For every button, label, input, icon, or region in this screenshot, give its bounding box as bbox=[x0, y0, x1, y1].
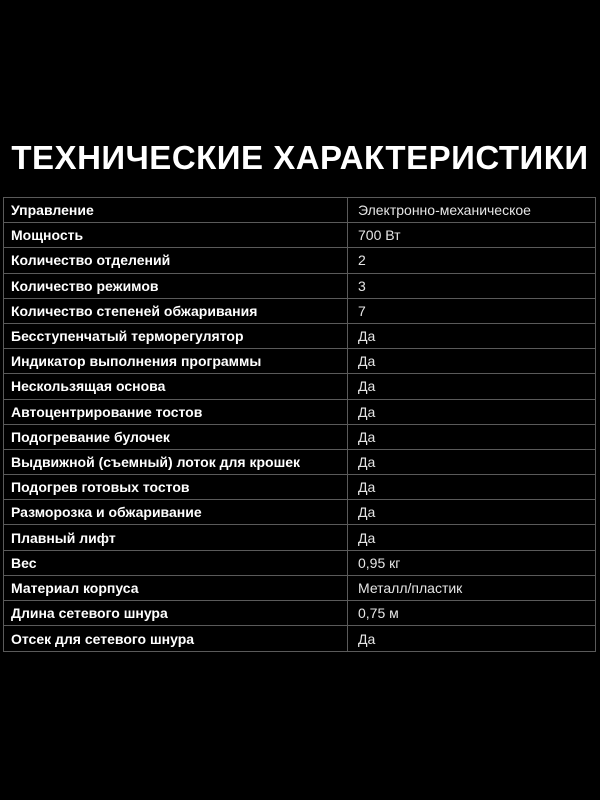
spec-value: Да bbox=[358, 428, 376, 445]
specifications-table bbox=[3, 197, 596, 652]
table-row bbox=[4, 349, 595, 374]
spec-name: Вес bbox=[4, 551, 348, 575]
spec-value: Да bbox=[358, 453, 376, 470]
spec-value: Да bbox=[358, 403, 376, 420]
spec-value: Да bbox=[358, 630, 376, 647]
spec-value: Да bbox=[358, 353, 376, 370]
spec-name: Отсек для сетевого шнура bbox=[4, 626, 348, 651]
table-row bbox=[4, 525, 595, 550]
spec-name: Управление bbox=[4, 198, 348, 222]
table-row bbox=[4, 198, 595, 223]
spec-value: 0,95 кг bbox=[358, 554, 401, 571]
page-title: ТЕХНИЧЕСКИЕ ХАРАКТЕРИСТИКИ bbox=[11, 139, 589, 176]
table-row bbox=[4, 425, 595, 450]
table-row bbox=[4, 500, 595, 525]
spec-name: Количество отделений bbox=[4, 248, 348, 272]
spec-name: Нескользящая основа bbox=[4, 374, 348, 398]
table-row bbox=[4, 551, 595, 576]
table-row bbox=[4, 626, 595, 651]
table-row bbox=[4, 576, 595, 601]
spec-value: Электронно-механическое bbox=[358, 202, 531, 219]
spec-value: Да bbox=[358, 529, 376, 546]
table-row bbox=[4, 274, 595, 299]
spec-name: Автоцентрирование тостов bbox=[4, 400, 348, 424]
spec-value: 0,75 м bbox=[358, 605, 399, 622]
table-row bbox=[4, 223, 595, 248]
spec-name: Количество степеней обжаривания bbox=[4, 299, 348, 323]
spec-name: Разморозка и обжаривание bbox=[4, 500, 348, 524]
spec-name: Подогрев готовых тостов bbox=[4, 475, 348, 499]
spec-name: Длина сетевого шнура bbox=[4, 601, 348, 625]
spec-name: Материал корпуса bbox=[4, 576, 348, 600]
spec-value: Да bbox=[358, 504, 376, 521]
spec-name: Бесступенчатый терморегулятор bbox=[4, 324, 348, 348]
table-row bbox=[4, 400, 595, 425]
spec-name: Мощность bbox=[4, 223, 348, 247]
spec-value: 2 bbox=[358, 252, 366, 269]
spec-value: 700 Вт bbox=[358, 227, 401, 244]
table-row bbox=[4, 475, 595, 500]
spec-value: Да bbox=[358, 378, 376, 395]
table-row bbox=[4, 324, 595, 349]
spec-value: 3 bbox=[358, 277, 366, 294]
spec-name: Выдвижной (съемный) лоток для крошек bbox=[4, 450, 348, 474]
spec-value: Металл/пластик bbox=[358, 579, 463, 596]
spec-name: Количество режимов bbox=[4, 274, 348, 298]
table-row bbox=[4, 299, 595, 324]
table-row bbox=[4, 248, 595, 273]
table-row bbox=[4, 601, 595, 626]
spec-name: Индикатор выполнения программы bbox=[4, 349, 348, 373]
table-row bbox=[4, 450, 595, 475]
spec-value: Да bbox=[358, 479, 376, 496]
spec-name: Плавный лифт bbox=[4, 525, 348, 549]
table-row bbox=[4, 374, 595, 399]
spec-value: 7 bbox=[358, 302, 366, 319]
spec-value: Да bbox=[358, 328, 376, 345]
spec-name: Подогревание булочек bbox=[4, 425, 348, 449]
